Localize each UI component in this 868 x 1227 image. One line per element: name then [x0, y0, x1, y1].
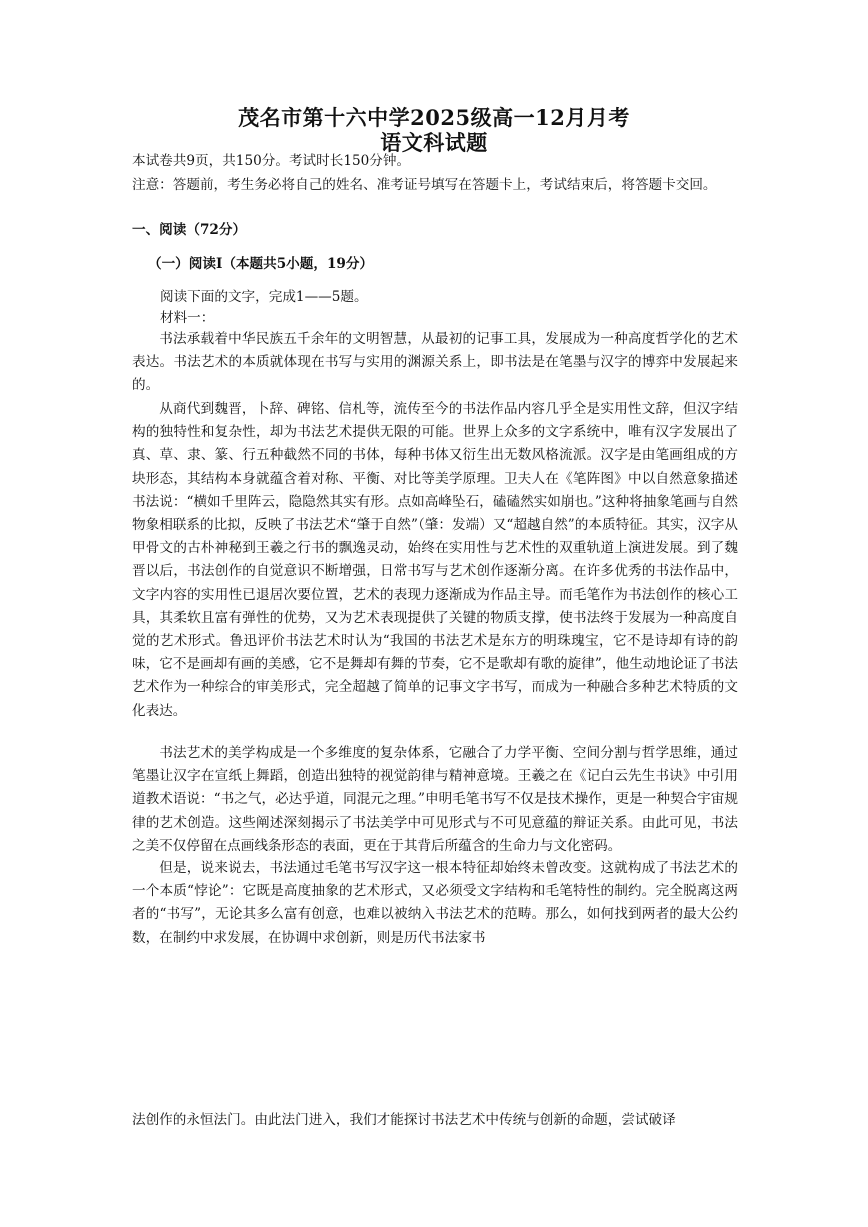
paragraph-1: 书法承载着中华民族五千余年的文明智慧，从最初的记事工具，发展成为一种高度哲学化的艺术表达。书法艺术的本质就体现在书写与实用的渊源关系上，即书法是在笔墨与汉字的博弈中发展起来的。 [132, 331, 738, 394]
material-label: 材料一： [160, 310, 215, 326]
reading-instruction: 阅读下面的文字，完成1——5题。 [160, 289, 368, 305]
exam-subtitle: 语文科试题 [380, 130, 488, 155]
subsection-heading: （一）阅读Ⅰ（本题共5小题，19分） [148, 256, 374, 272]
exam-notice: 注意：答题前，考生务必将自己的姓名、准考证号填写在答题卡上，考试结束后，将答题卡交回。 [132, 177, 717, 193]
exam-title: 茂名市第十六中学2025级高一12月月考 [238, 105, 630, 130]
exam-info: 本试卷共9页，共150分。考试时长150分钟。 [132, 153, 411, 169]
section-heading: 一、阅读（72分） [132, 222, 247, 238]
paragraph-2: 从商代到魏晋，卜辞、碑铭、信札等，流传至今的书法作品内容几乎全是实用性文辞，但汉字结构的独特性和复杂性，却为书法艺术提供无限的可能。世界上众多的文字系统中，唯有汉字发展出了真、草、隶、篆、行五种截然不同的书体，每种书体又衍生出无数风格流派。汉字是由笔画组成的方块形态，其结构本身就蕴含着对称、平衡、对比等美学原理。卫夫人在《笔阵图》中以自然意象描述书法说：“横如千里阵云，隐隐然其实有形。点如高峰坠石，磕磕然实如崩也。”这种将抽象笔画与自然物象相联系的比拟，反映了书法艺术“肇于自然”（肇：发端）又“超越自然”的本质特征。其实，汉字从甲骨文的古朴神秘到王羲之行书的飘逸灵动，始终在实用性与艺术性的双重轨道上演进发展。到了魏晋以后，书法创作的自觉意识不断增强，日常书写与艺术创作逐渐分离。在许多优秀的书法作品中，文字内容的实用性已退居次要位置，艺术的表现力逐渐成为作品主导。而毛笔作为书法创作的核心工具，其柔软且富有弹性的优势，又为艺术表现提供了关键的物质支撑，使书法终于发展为一种高度自觉的艺术形式。鲁迅评价书法艺术时认为“我国的书法艺术是东方的明珠瑰宝，它不是诗却有诗的韵味，它不是画却有画的美感，它不是舞却有舞的节奏，它不是歌却有歌的旋律”，他生动地论证了书法艺术作为一种综合的审美形式，完全超越了简单的记事文字书写，而成为一种融合多种艺术特质的文化表达。 [132, 401, 738, 719]
paragraph-4: 但是，说来说去，书法通过毛笔书写汉字这一根本特征却始终未曾改变。这就构成了书法艺术的一个本质“悖论”：它既是高度抽象的艺术形式，又必须受文字结构和毛笔特性的制约。完全脱离这两者的“书写”，无论其多么富有创意，也难以被纳入书法艺术的范畴。那么，如何找到两者的最大公约数，在制约中求发展，在协调中求创新，则是历代书法家书 [132, 860, 738, 946]
continuation-line: 法创作的永恒法门。由此法门进入，我们才能探讨书法艺术中传统与创新的命题，尝试破译 [132, 1112, 676, 1128]
paragraph-3: 书法艺术的美学构成是一个多维度的复杂体系，它融合了力学平衡、空间分割与哲学思维，通过笔墨让汉字在宣纸上舞蹈，创造出独特的视觉韵律与精神意境。王羲之在《记白云先生书诀》中引用道教术语说：“书之气，必达乎道，同混元之理。”申明毛笔书写不仅是技术操作，更是一种契合宇宙规律的艺术创造。这些阐述深刻揭示了书法美学中可见形式与不可见意蕴的辩证关系。由此可见，书法之美不仅停留在点画线条形态的表面，更在于其背后所蕴含的生命力与文化密码。 [132, 745, 738, 854]
